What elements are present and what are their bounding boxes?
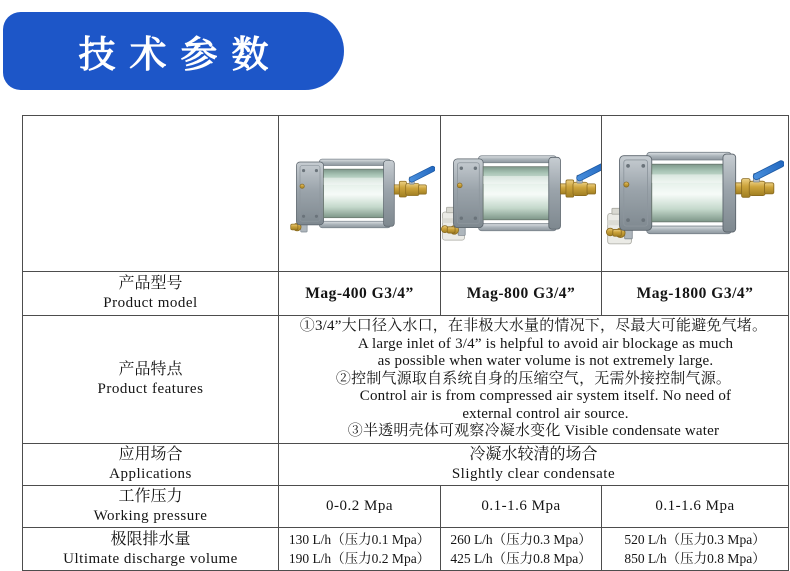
title-banner bbox=[3, 12, 344, 90]
feature-line: A large inlet of 3/4” is helpful to avoid air blockage as much bbox=[357, 335, 734, 352]
discharge-line: 130 L/h（压力0.1 Mpa） bbox=[288, 532, 431, 547]
pressure-cell: 0-0.2 Mpa bbox=[279, 486, 441, 528]
label-zh: 应用场合 bbox=[118, 446, 183, 463]
model-cell: Mag-800 G3/4” bbox=[441, 272, 602, 316]
label-en: Working pressure bbox=[93, 508, 208, 524]
label-en: Product model bbox=[103, 295, 198, 311]
feature-line: external control air source. bbox=[462, 405, 629, 422]
discharge-cell bbox=[441, 528, 602, 571]
row-working-pressure bbox=[23, 486, 789, 528]
feature-line: Control air is from compressed air system itself. No need of bbox=[359, 388, 732, 405]
discharge-line: 850 L/h（压力0.8 Mpa） bbox=[624, 551, 766, 566]
label-zh: 产品型号 bbox=[118, 275, 183, 292]
feature-line: as possible when water volume is not extremely large. bbox=[377, 353, 714, 370]
row-label-product-features bbox=[23, 316, 279, 444]
label-zh: 工作压力 bbox=[118, 488, 183, 505]
model-cell: Mag-400 G3/4” bbox=[279, 272, 441, 316]
label-en: Ultimate discharge volume bbox=[63, 550, 238, 567]
page-title: 技术参数 bbox=[78, 34, 283, 75]
discharge-line: 260 L/h（压力0.3 Mpa） bbox=[450, 532, 592, 547]
label-en: Product features bbox=[97, 381, 204, 397]
features-cell bbox=[279, 316, 789, 444]
row-product-features bbox=[23, 316, 789, 444]
empty-header-cell bbox=[23, 116, 279, 272]
spec-table bbox=[22, 115, 789, 571]
mag-400-pump-image bbox=[285, 142, 435, 249]
row-product-model bbox=[23, 272, 789, 316]
discharge-line: 520 L/h（压力0.3 Mpa） bbox=[624, 532, 766, 547]
row-ultimate-discharge-volume bbox=[23, 528, 789, 571]
discharge-line: 425 L/h（压力0.8 Mpa） bbox=[450, 551, 592, 566]
feature-line: ②控制气源取自系统自身的压缩空气，无需外接控制气源。 bbox=[335, 370, 732, 387]
applications-en: Slightly clear condensate bbox=[451, 466, 616, 482]
product-image-cell bbox=[279, 116, 441, 272]
mag-1800-pump-image bbox=[606, 132, 784, 259]
row-product-images bbox=[23, 116, 789, 272]
discharge-line: 190 L/h（压力0.2 Mpa） bbox=[288, 551, 431, 566]
row-label-working-pressure bbox=[23, 486, 279, 528]
label-zh: 极限排水量 bbox=[110, 530, 191, 548]
row-label-ultimate-discharge-volume bbox=[23, 528, 279, 571]
mag-800-pump-image bbox=[441, 137, 602, 254]
label-en: Applications bbox=[109, 466, 192, 482]
row-label-product-model bbox=[23, 272, 279, 316]
discharge-cell bbox=[279, 528, 441, 571]
row-applications bbox=[23, 444, 789, 486]
product-image-cell bbox=[602, 116, 789, 272]
model-cell: Mag-1800 G3/4” bbox=[602, 272, 789, 316]
product-image-cell bbox=[441, 116, 602, 272]
discharge-cell bbox=[602, 528, 789, 571]
pressure-cell: 0.1-1.6 Mpa bbox=[602, 486, 789, 528]
feature-line: ③半透明壳体可观察冷凝水变化 Visible condensate water bbox=[347, 423, 720, 440]
feature-line: ①3/4”大口径入水口，在非极大水量的情况下，尽最大可能避免气堵。 bbox=[299, 318, 768, 335]
pressure-cell: 0.1-1.6 Mpa bbox=[441, 486, 602, 528]
applications-cell bbox=[279, 444, 789, 486]
row-label-applications bbox=[23, 444, 279, 486]
label-zh: 产品特点 bbox=[118, 361, 183, 378]
applications-zh: 冷凝水较清的场合 bbox=[469, 446, 598, 463]
